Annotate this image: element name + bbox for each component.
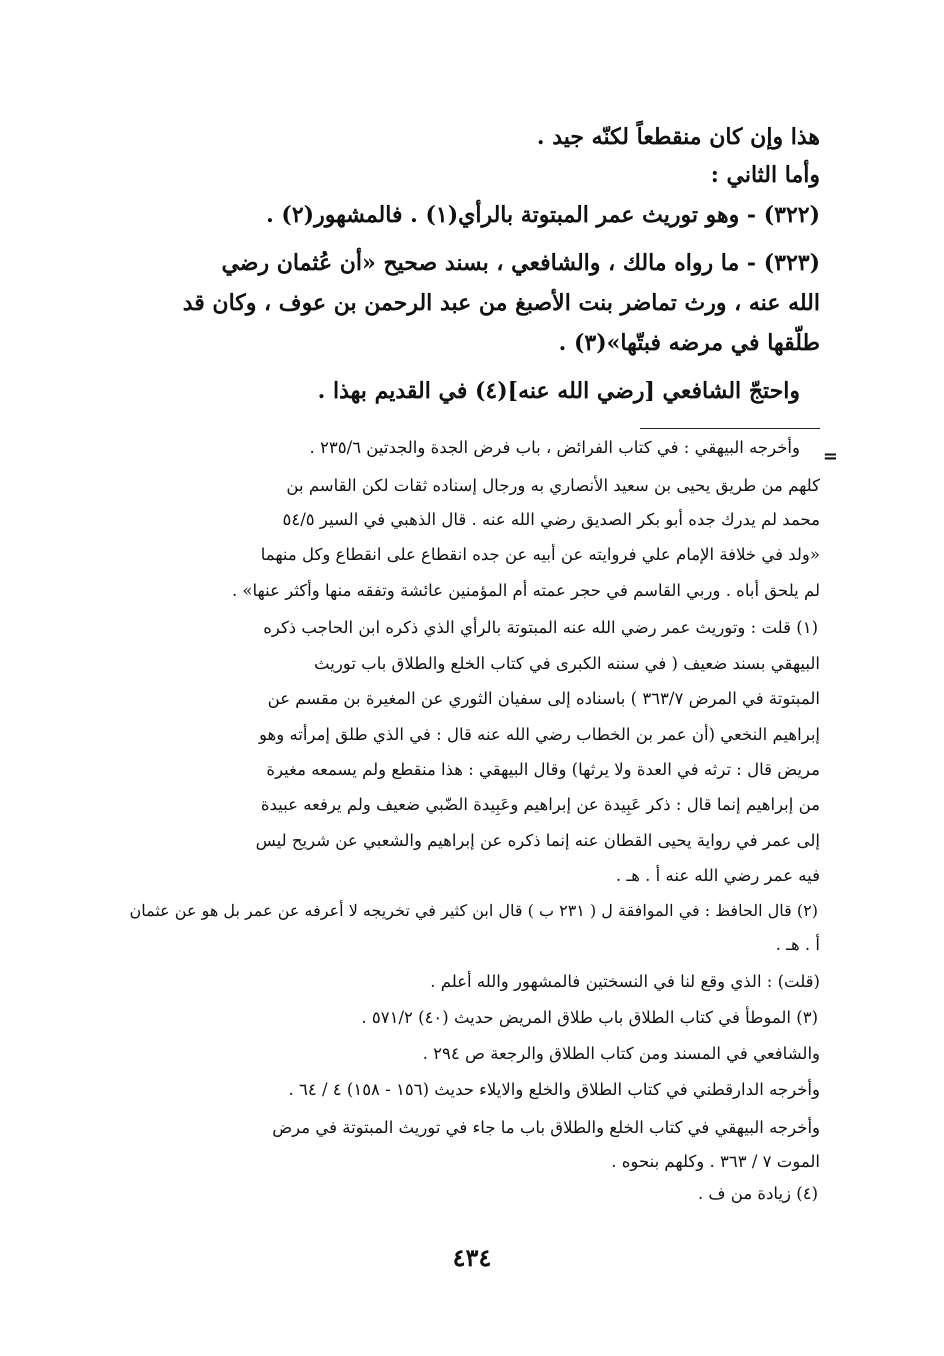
- main-line-4: (٣٢٣) - ما رواه مالك ، والشافعي ، بسند صحيح «أن عُثمان رضي: [221, 250, 820, 276]
- footnote-line-6: (١) قلت : وتوريث عمر رضي الله عنه المبتوتة بالرأي الذي ذكره ابن الحاجب ذكره: [263, 618, 818, 637]
- main-line-2: وأما الثاني :: [710, 162, 820, 188]
- footnote-line-14: (٢) قال الحافظ : في الموافقة ل ( ٢٣١ ب ) قال ابن كثير في تخريجه لا أعرفه عن عمر بل هو عن عثمان: [129, 901, 818, 920]
- footnote-line-3: محمد لم يدرك جده أبو بكر الصديق رضي الله عنه . قال الذهبي في السير ٥٤/٥: [282, 510, 820, 529]
- footnote-line-4: «ولد في خلافة الإمام علي فروايته عن أبيه عن جده انقطاع على انقطاع وكل منهما: [260, 545, 820, 564]
- main-line-3: (٣٢٢) - وهو توريث عمر المبتوتة بالرأي(١) . فالمشهور(٢) .: [266, 202, 820, 228]
- continuation-mark: =: [822, 446, 838, 467]
- footnote-line-18: والشافعي في المسند ومن كتاب الطلاق والرجعة ص ٢٩٤ .: [422, 1044, 820, 1063]
- footnote-line-1: وأخرجه البيهقي : في كتاب الفرائض ، باب فرض الجدة والجدتين ٢٣٥/٦ .: [309, 438, 800, 457]
- footnote-line-15: أ . هـ .: [775, 935, 820, 954]
- footnote-line-17: (٣) الموطأ في كتاب الطلاق باب طلاق المريض حديث (٤٠) ٥٧١/٢ .: [361, 1008, 818, 1027]
- footnote-line-7: البيهقي بسند ضعيف ( في سننه الكبرى في كتاب الخلع والطلاق باب توريث: [314, 654, 820, 673]
- main-line-6: طلّقها في مرضه فبتّها»(٣) .: [558, 330, 820, 356]
- footnote-line-22: (٤) زيادة من ف .: [697, 1184, 818, 1203]
- footnote-line-16: (قلت) : الذي وقع لنا في النسختين فالمشهور والله أعلم .: [430, 972, 820, 991]
- footnote-line-8: المبتوتة في المرض ٣٦٣/٧ ) باسناده إلى سفيان الثوري عن المغيرة بن مقسم عن: [267, 689, 820, 708]
- page-number: ٤٣٤: [452, 1243, 492, 1272]
- footnote-line-9: إبراهيم النخعي (أن عمر بن الخطاب رضي الله عنه قال : في الذي طلق إمرأته وهو: [259, 725, 820, 744]
- footnote-line-5: لم يلحق أباه . وربي القاسم في حجر عمته أم المؤمنين عائشة وتفقه منها وأكثر عنها» .: [231, 581, 820, 600]
- footnote-line-2: كلهم من طريق يحيى بن سعيد الأنصاري به ورجال إسناده ثقات لكن القاسم بن: [286, 476, 820, 495]
- main-line-1: هذا وإن كان منقطعاً لكنّه جيد .: [536, 124, 820, 150]
- footnote-separator: [640, 428, 820, 429]
- footnote-line-13: فيه عمر رضي الله عنه أ . هـ .: [615, 866, 820, 885]
- footnote-line-20: وأخرجه البيهقي في كتاب الخلع والطلاق باب ما جاء في توريث المبتوتة في مرض: [272, 1118, 820, 1137]
- main-line-5: الله عنه ، ورث تماضر بنت الأصبغ من عبد الرحمن بن عوف ، وكان قد: [182, 290, 820, 316]
- footnote-line-11: من إبراهيم إنما قال : ذكر عَبِيدة عن إبراهيم وعَبِيدة الضّبي ضعيف ولم يرفعه عبيدة: [260, 795, 820, 814]
- footnote-line-19: وأخرجه الدارقطني في كتاب الطلاق والخلع والايلاء حديث (١٥٦ - ١٥٨) ٤ / ٦٤ .: [288, 1080, 820, 1099]
- footnote-line-21: الموت ٧ / ٣٦٣ . وكلهم بنحوه .: [611, 1152, 820, 1171]
- footnote-line-10: مريض قال : ترثه في العدة ولا يرثها) وقال البيهقي : هذا منقطع ولم يسمعه مغيرة: [266, 760, 820, 779]
- footnote-line-12: إلى عمر في رواية يحيى القطان عنه إنما ذكره عن إبراهيم والشعبي عن شريح ليس: [255, 831, 820, 850]
- main-line-7: واحتجّ الشافعي [رضي الله عنه](٤) في القديم بهذا .: [317, 378, 800, 404]
